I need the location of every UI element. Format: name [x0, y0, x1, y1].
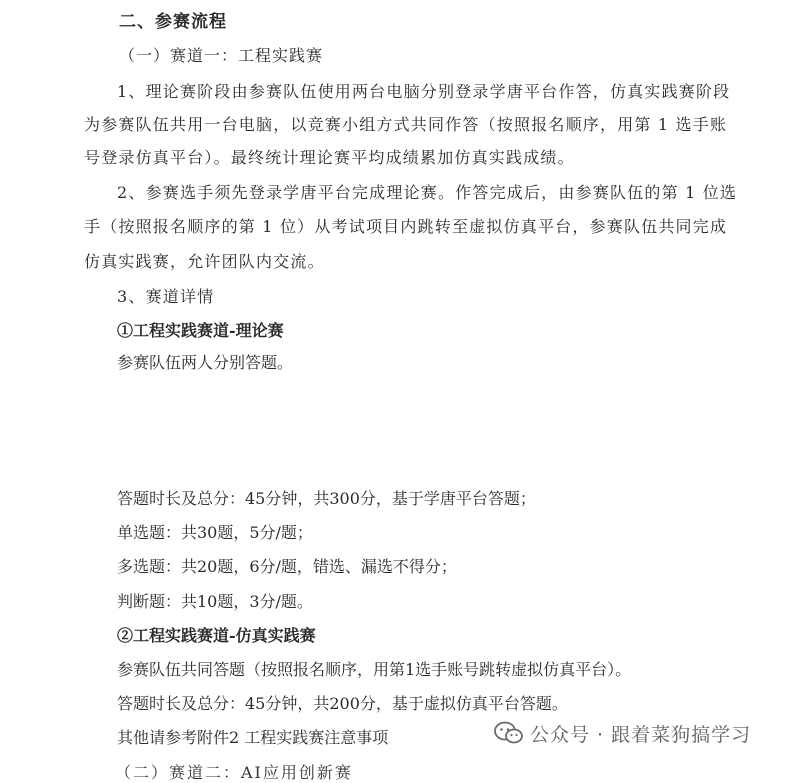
cut-off-text: （二）赛道二：AI应用创新赛 [115, 763, 353, 782]
theory-desc: 参赛队伍两人分别答题。 [117, 353, 294, 372]
para1-line2: 为参赛队伍共用一台电脑，以竞赛小组方式共同作答（按照报名顺序，用第 1 选手账 [84, 115, 728, 134]
sim-time-score: 答题时长及总分：45分钟，共200分，基于虚拟仿真平台答题。 [117, 694, 568, 713]
sim-desc: 参赛队伍共同答题（按照报名顺序，用第1选手账号跳转虚拟仿真平台）。 [117, 660, 632, 679]
sim-title: ②工程实践赛道-仿真实践赛 [117, 626, 316, 645]
para2-line3: 仿真实践赛，允许团队内交流。 [84, 252, 325, 271]
theory-judge: 判断题：共10题，3分/题。 [117, 592, 313, 611]
cut-off-line [115, 752, 375, 782]
watermark [494, 718, 751, 748]
theory-single: 单选题：共30题，5分/题； [117, 523, 313, 542]
other-note: 其他请参考附件2 工程实践赛注意事项 [117, 728, 389, 747]
wechat-icon [494, 721, 524, 745]
para2-line1: 2、参赛选手须先登录学唐平台完成理论赛。作答完成后，由参赛队伍的第 1 位选 [117, 183, 738, 202]
section-title: 二、参赛流程 [119, 12, 227, 32]
watermark-text: 公众号 · 跟着菜狗搞学习 [530, 723, 752, 746]
track-title: （一）赛道一：工程实践赛 [119, 46, 324, 65]
para1-line3: 号登录仿真平台）。最终统计理论赛平均成绩累加仿真实践成绩。 [84, 148, 575, 167]
theory-time-score: 答题时长及总分：45分钟，共300分，基于学唐平台答题； [117, 489, 536, 508]
details-title: 3、赛道详情 [117, 287, 215, 306]
para2-line2: 手（按照报名顺序的第 1 位）从考试项目内跳转至虚拟仿真平台，参赛队伍共同完成 [84, 217, 728, 236]
para1-line1: 1、理论赛阶段由参赛队伍使用两台电脑分别登录学唐平台作答，仿真实践赛阶段 [117, 82, 731, 101]
theory-multi: 多选题：共20题，6分/题，错选、漏选不得分； [117, 557, 457, 576]
theory-title: ①工程实践赛道-理论赛 [117, 321, 284, 340]
